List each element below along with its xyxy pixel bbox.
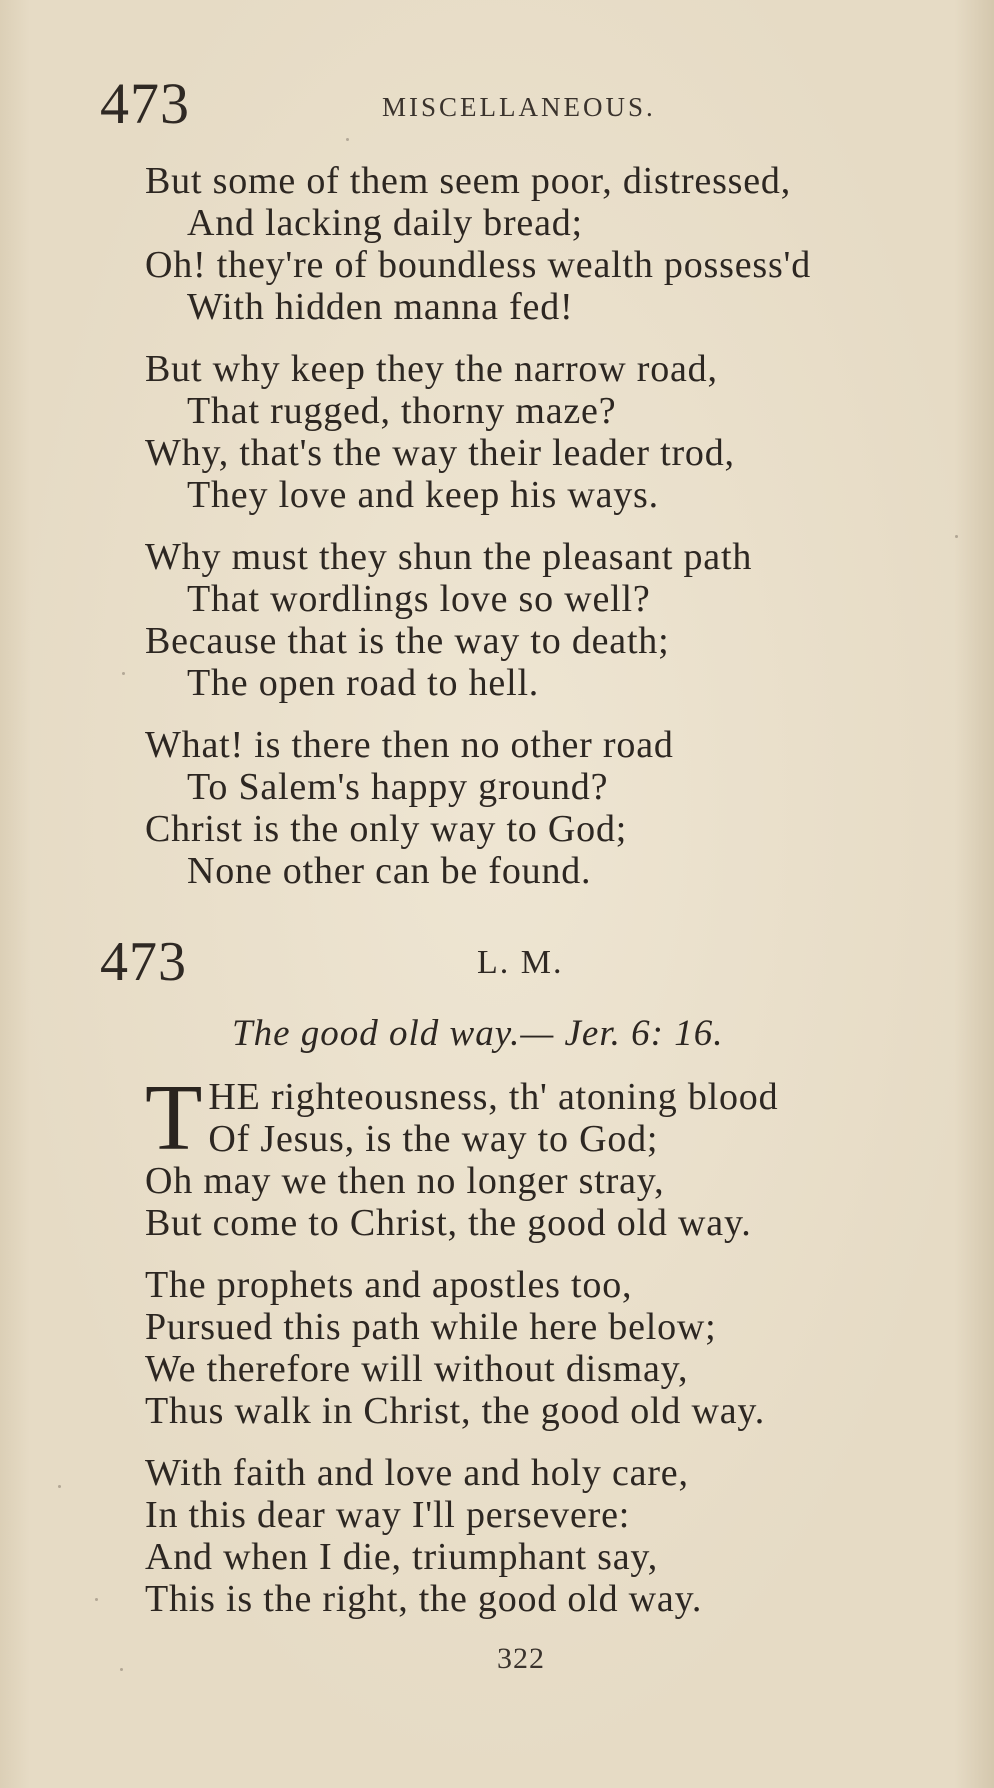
verse-line: HE righteousness, th' atoning blood <box>208 1076 779 1118</box>
paper-speck <box>955 535 958 538</box>
verse-line: Christ is the only way to God; <box>145 808 628 850</box>
verse-line: Oh may we then no longer stray, <box>145 1160 665 1202</box>
paper-speck <box>58 1485 61 1488</box>
stanza <box>145 348 965 516</box>
verse-line: Thus walk in Christ, the good old way. <box>145 1390 766 1432</box>
verse-line: That rugged, thorny maze? <box>187 390 617 432</box>
verse-line: This is the right, the good old way. <box>145 1578 703 1620</box>
verse-line: What! is there then no other road <box>145 724 674 766</box>
stanza <box>145 536 965 704</box>
stanza <box>145 1264 965 1432</box>
verse-line: But why keep they the narrow road, <box>145 348 718 390</box>
stanza <box>145 160 965 328</box>
header-page-number: 473 <box>100 71 190 136</box>
verse-line: That wordlings love so well? <box>187 578 651 620</box>
stanza <box>145 1452 965 1620</box>
hymn-number: 473 <box>100 931 187 993</box>
page-folio: 322 <box>497 1642 545 1675</box>
verse-line: Oh! they're of boundless wealth possess'd <box>145 244 811 286</box>
verse-line: Of Jesus, is the way to God; <box>208 1118 659 1160</box>
verse-line: In this dear way I'll persevere: <box>145 1494 631 1536</box>
verse-line: With hidden manna fed! <box>187 286 574 328</box>
stanza <box>145 1066 965 1244</box>
verse-line: But come to Christ, the good old way. <box>145 1202 752 1244</box>
header-section-title: MISCELLANEOUS. <box>382 92 656 122</box>
verse-line: Why, that's the way their leader trod, <box>145 432 735 474</box>
verse-line: The open road to hell. <box>187 662 540 704</box>
paper-speck <box>95 1598 98 1601</box>
drop-cap-letter: T <box>145 1066 203 1170</box>
paper-speck <box>120 1668 123 1671</box>
verse-line: Pursued this path while here below; <box>145 1306 717 1348</box>
paper-speck <box>122 672 125 675</box>
hymn-meter: L. M. <box>477 944 564 981</box>
verse-line: With faith and love and holy care, <box>145 1452 689 1494</box>
stanza <box>145 724 965 892</box>
verse-line: To Salem's happy ground? <box>187 766 609 808</box>
verse-line: And when I die, triumphant say, <box>145 1536 659 1578</box>
hymn-text <box>145 1066 965 1640</box>
verse-line: Why must they shun the pleasant path <box>145 536 753 578</box>
verse-line: They love and keep his ways. <box>187 474 659 516</box>
verse-line: The prophets and apostles too, <box>145 1264 633 1306</box>
continued-hymn-text <box>145 160 965 912</box>
verse-line: But some of them seem poor, distressed, <box>145 160 792 202</box>
verse-line: Because that is the way to death; <box>145 620 670 662</box>
verse-line: None other can be found. <box>187 850 592 892</box>
paper-speck <box>346 138 349 141</box>
verse-line: We therefore will without dismay, <box>145 1348 689 1390</box>
verse-line: And lacking daily bread; <box>187 202 583 244</box>
page-header <box>100 62 900 142</box>
hymn-heading <box>100 930 900 993</box>
hymn-subtitle: The good old way.— Jer. 6: 16. <box>232 1013 724 1054</box>
